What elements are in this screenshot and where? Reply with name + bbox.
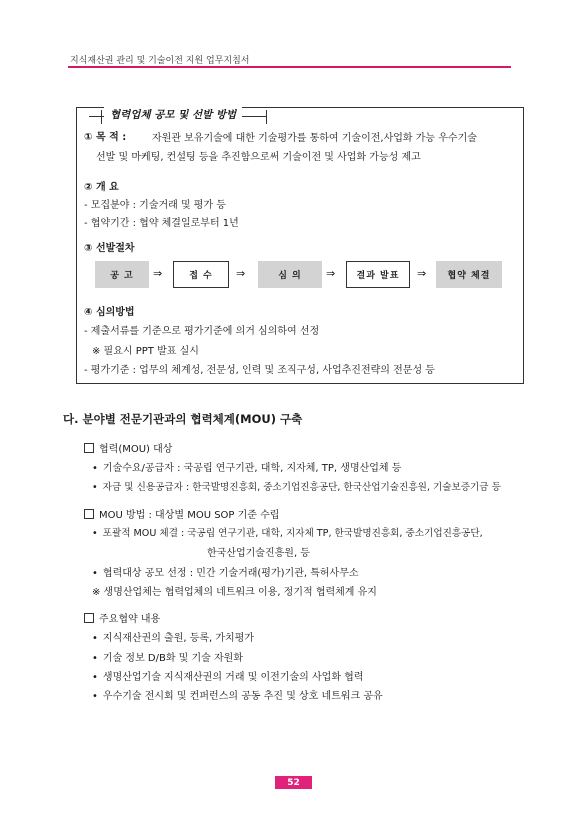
overview-item: - 협약기간 : 협약 체결일로부터 1년	[84, 218, 239, 229]
list-item: • 생명산업기술 지식재산권의 거래 및 이전기술의 사업화 협력	[92, 668, 363, 683]
purpose-line2: 선발 및 마케팅, 컨설팅 등을 추진함으로써 기술이전 및 사업화 가능성 제고	[96, 152, 421, 163]
purpose-line1: 자원관 보유기술에 대한 기술평가를 통하여 기술이전,사업화 가능 우수기술	[152, 133, 477, 144]
step-arrow: ⇒	[326, 267, 336, 280]
step-announce: 공 고	[95, 261, 149, 288]
checkbox-square-icon	[84, 509, 94, 519]
list-item: • 우수기술 전시회 및 컨퍼런스의 공동 추진 및 상호 네트워크 공유	[92, 687, 383, 702]
step-arrow: ⇒	[236, 267, 246, 280]
procedure-label: 선발절차	[95, 243, 135, 254]
group-heading: 주요협약 내용	[99, 614, 161, 625]
group-heading: MOU 방법 : 대상별 MOU SOP 기준 수립	[99, 510, 280, 521]
list-item: • 포괄적 MOU 체결 : 국공립 연구기관, 대학, 지자체 TP, 한국발명진흥회, 중소기업진흥공단,	[92, 525, 483, 539]
box-title: 협력업체 공모 및 선발 방법	[104, 107, 242, 122]
list-item: • 지식재산권의 출원, 등록, 가치평가	[92, 629, 254, 644]
step-arrow: ⇒	[153, 267, 163, 280]
procedure-heading	[84, 239, 135, 254]
purpose-heading	[84, 128, 126, 143]
page-number: 52	[275, 776, 312, 789]
group-mou-targets	[84, 440, 172, 455]
procedure-num: ③	[84, 243, 93, 254]
group-heading: 협력(MOU) 대상	[99, 444, 173, 455]
step-receipt: 접 수	[173, 261, 229, 288]
group-mou-method	[84, 506, 279, 521]
step-agreement: 협약 체결	[436, 261, 502, 288]
list-item: • 기술수요/공급자 : 국공립 연구기관, 대학, 지자체, TP, 생명산업체 등	[92, 459, 401, 474]
review-criteria: - 평가기준 : 업무의 체계성, 전문성, 인력 및 조직구성, 사업추진전략의 전문성 등	[84, 365, 435, 376]
list-item-continuation: 한국산업기술진흥원, 등	[207, 548, 310, 559]
checkbox-square-icon	[84, 443, 94, 453]
purpose-num: ①	[84, 132, 93, 143]
review-label: 심의방법	[95, 307, 135, 318]
section-title: 다. 분야별 전문기관과의 협력체계(MOU) 구축	[63, 412, 303, 426]
step-arrow: ⇒	[417, 267, 427, 280]
step-result: 결과 발표	[346, 261, 410, 288]
list-item: • 자금 및 신용공급자 : 한국발명진흥회, 중소기업진흥공단, 한국산업기술진흥원, 기술보증기금 등	[92, 479, 501, 493]
purpose-label: 목 적 :	[95, 132, 127, 143]
review-num: ④	[84, 307, 93, 318]
step-review: 심 의	[258, 261, 322, 288]
header-rule	[68, 66, 511, 68]
overview-label: 개 요	[95, 182, 119, 193]
running-header: 지식재산권 관리 및 기술이전 지원 업무지침서	[70, 56, 250, 66]
group-agreement-contents	[84, 610, 160, 625]
overview-heading	[84, 178, 119, 193]
review-line: - 제출서류를 기준으로 평가기준에 의거 심의하여 선정	[84, 326, 320, 337]
note: ※ 생명산업체는 협력업체의 네트워크 이용, 정기적 협력체계 유지	[92, 587, 377, 598]
overview-item: - 모집분야 : 기술거래 및 평가 등	[84, 200, 226, 211]
checkbox-square-icon	[84, 613, 94, 623]
list-item: • 기술 정보 D/B화 및 기술 자원화	[92, 649, 243, 664]
overview-num: ②	[84, 182, 93, 193]
review-heading	[84, 303, 135, 318]
review-note: ※ 필요시 PPT 발표 실시	[92, 346, 199, 357]
list-item: • 협력대상 공모 선정 : 민간 기술거래(평가)기관, 특허사무소	[92, 564, 359, 579]
